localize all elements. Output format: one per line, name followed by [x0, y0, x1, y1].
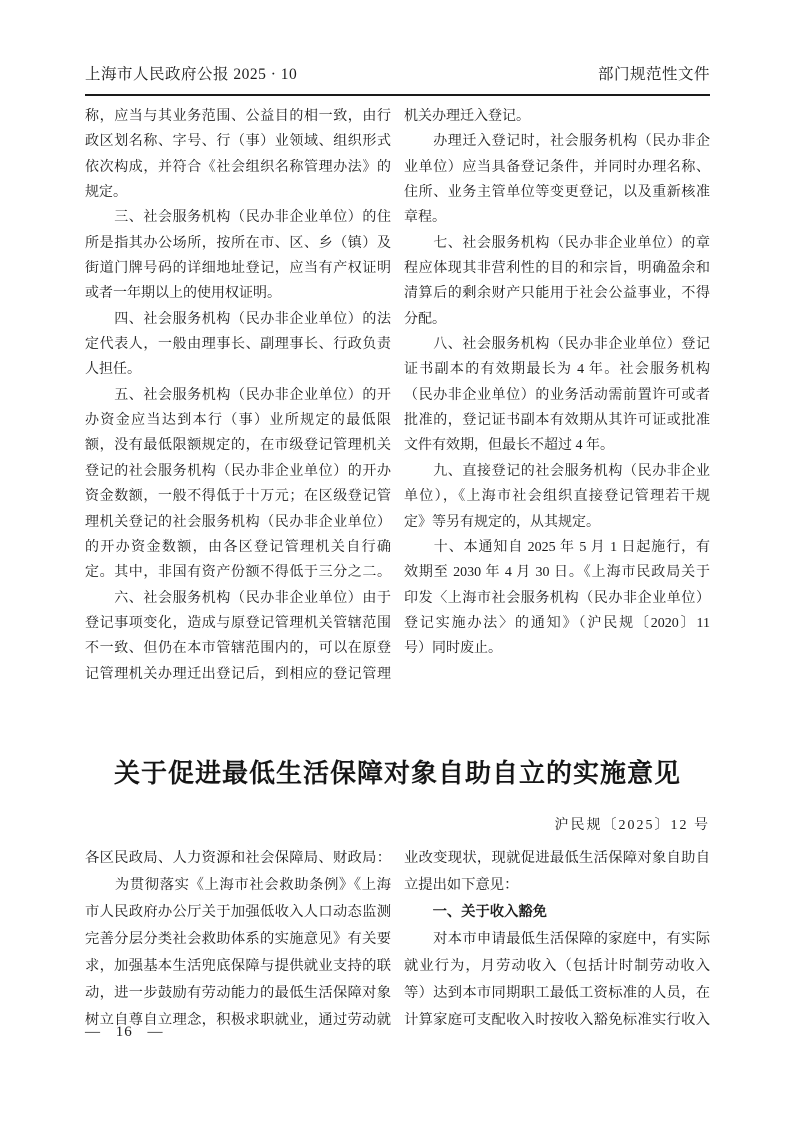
text-line: 完善分层分类社会救助体系的实施意见》有关要	[85, 931, 391, 947]
text-line: 办理迁入登记时，社会服务机构（民办非企	[404, 134, 710, 150]
document-number: 沪民规〔2025〕12 号	[554, 818, 710, 833]
text-line: 七、社会服务机构（民办非企业单位）的章	[404, 235, 710, 251]
text-line: 住所、业务主管单位等变更登记，以及重新核准	[404, 185, 710, 201]
text-line: 政区划名称、字号、行（事）业领域、组织形式	[85, 134, 391, 150]
text-line: 规定。	[85, 185, 127, 201]
upper-right-column	[404, 104, 710, 687]
header-section-label: 部门规范性文件	[597, 66, 710, 83]
text-line: 业单位）应当具备登记条件，并同时办理名称、	[404, 159, 710, 175]
text-line: 各区民政局、人力资源和社会保障局、财政局：	[85, 850, 391, 866]
text-line: 定代表人，一般由理事长、副理事长、行政负责	[85, 337, 391, 353]
text-line: 十、本通知自 2025 年 5 月 1 日起施行，有	[404, 539, 710, 555]
text-line: 理机关登记的社会服务机构（民办非企业单位）	[85, 514, 391, 530]
text-line: 市人民政府办公厅关于加强低收入人口动态监测	[85, 904, 391, 920]
text-line: 分配。	[404, 311, 446, 327]
text-line: 记管理机关办理迁出登记后，到相应的登记管理	[85, 666, 391, 682]
text-line: 登记实施办法〉的通知》（沪民规〔2020〕11	[404, 615, 710, 631]
text-line: 批准的，登记证书副本有效期从其许可证或批准	[404, 413, 710, 429]
text-line: 效期至 2030 年 4 月 30 日。《上海市民政局关于	[404, 565, 710, 581]
text-line: 树立自尊自立理念，积极求职就业，通过劳动就	[85, 1012, 391, 1028]
text-line: 三、社会服务机构（民办非企业单位）的住	[85, 210, 391, 226]
text-line: 登记的社会服务机构（民办非企业单位）的开办	[85, 463, 391, 479]
text-line: 八、社会服务机构（民办非企业单位）登记	[404, 337, 710, 353]
text-line: 立提出如下意见：	[404, 877, 519, 893]
text-line: 业改变现状，现就促进最低生活保障对象自助自	[404, 850, 710, 866]
text-line: 号）同时废止。	[404, 641, 502, 657]
text-line: 动，进一步鼓励有劳动能力的最低生活保障对象	[85, 985, 391, 1001]
text-line: 九、直接登记的社会服务机构（民办非企业	[404, 463, 710, 479]
text-line: 印发〈上海市社会服务机构（民办非企业单位）	[404, 590, 710, 606]
text-line: 六、社会服务机构（民办非企业单位）由于	[85, 590, 391, 606]
text-line: 资金数额，一般不得低于十万元；在区级登记管	[85, 489, 391, 505]
lower-right-column	[404, 845, 710, 1034]
text-line: 街道门牌号码的详细地址登记，应当有产权证明	[85, 261, 391, 277]
page-header	[85, 62, 710, 84]
text-line: 计算家庭可支配收入时按收入豁免标准实行收入	[404, 1012, 710, 1028]
header-gazette-title: 上海市人民政府公报 2025 · 10	[85, 66, 298, 83]
text-line: 清算后的剩余财产只能用于社会公益事业，不得	[404, 286, 710, 302]
text-line: 等）达到本市同期职工最低工资标准的人员，在	[404, 985, 710, 1001]
text-line: 登记事项变化，造成与原登记管理机关管辖范围	[85, 615, 391, 631]
text-line: 对本市申请最低生活保障的家庭中，有实际	[404, 931, 710, 947]
text-line: 不一致、但仍在本市管辖范围内的，可以在原登	[85, 641, 391, 657]
text-line: 求，加强基本生活兜底保障与提供就业支持的联	[85, 958, 391, 974]
upper-left-column	[85, 104, 391, 687]
text-line: 所是指其办公场所，按所在市、区、乡（镇）及	[85, 235, 391, 251]
text-line: 额，没有最低限额规定的，在市级登记管理机关	[85, 438, 391, 454]
text-line: 人担任。	[85, 362, 141, 378]
text-line: 就业行为，月劳动收入（包括计时制劳动收入	[404, 958, 710, 974]
article-title: 关于促进最低生活保障对象自助自立的实施意见	[113, 758, 681, 788]
text-line: 机关办理迁入登记。	[404, 109, 530, 124]
text-line: 定。其中，非国有资产份额不得低于三分之二。	[85, 565, 391, 581]
lower-article-body	[85, 845, 710, 1034]
text-line: 文件有效期，但最长不超过 4 年。	[404, 438, 614, 454]
text-line: 的开办资金数额，由各区登记管理机关自行确	[85, 539, 391, 555]
text-line: 或者一年期以上的使用权证明。	[85, 286, 281, 302]
text-line: 章程。	[404, 210, 446, 226]
header-divider	[85, 94, 710, 96]
text-line: 办资金应当达到本行（事）业所规定的最低限	[85, 413, 391, 429]
upper-article-body	[85, 104, 710, 687]
text-line: 称，应当与其业务范围、公益目的相一致，由行	[85, 109, 391, 124]
page-number: — 16 —	[85, 1024, 164, 1040]
lower-left-column	[85, 845, 391, 1034]
text-line: 依次构成，并符合《社会组织名称管理办法》的	[85, 159, 391, 175]
text-line: 为贯彻落实《上海市社会救助条例》《上海	[85, 877, 391, 893]
text-line: 四、社会服务机构（民办非企业单位）的法	[85, 311, 391, 327]
text-line: 定》等另有规定的，从其规定。	[404, 514, 600, 530]
text-line: 程应体现其非营利性的目的和宗旨，明确盈余和	[404, 261, 710, 277]
section-heading: 一、关于收入豁免	[404, 904, 547, 920]
text-line: 证书副本的有效期最长为 4 年。社会服务机构	[404, 362, 710, 378]
text-line: （民办非企业单位）的业务活动需前置许可或者	[404, 387, 710, 403]
text-line: 单位），《上海市社会组织直接登记管理若干规	[404, 489, 710, 505]
text-line: 五、社会服务机构（民办非企业单位）的开	[85, 387, 391, 403]
